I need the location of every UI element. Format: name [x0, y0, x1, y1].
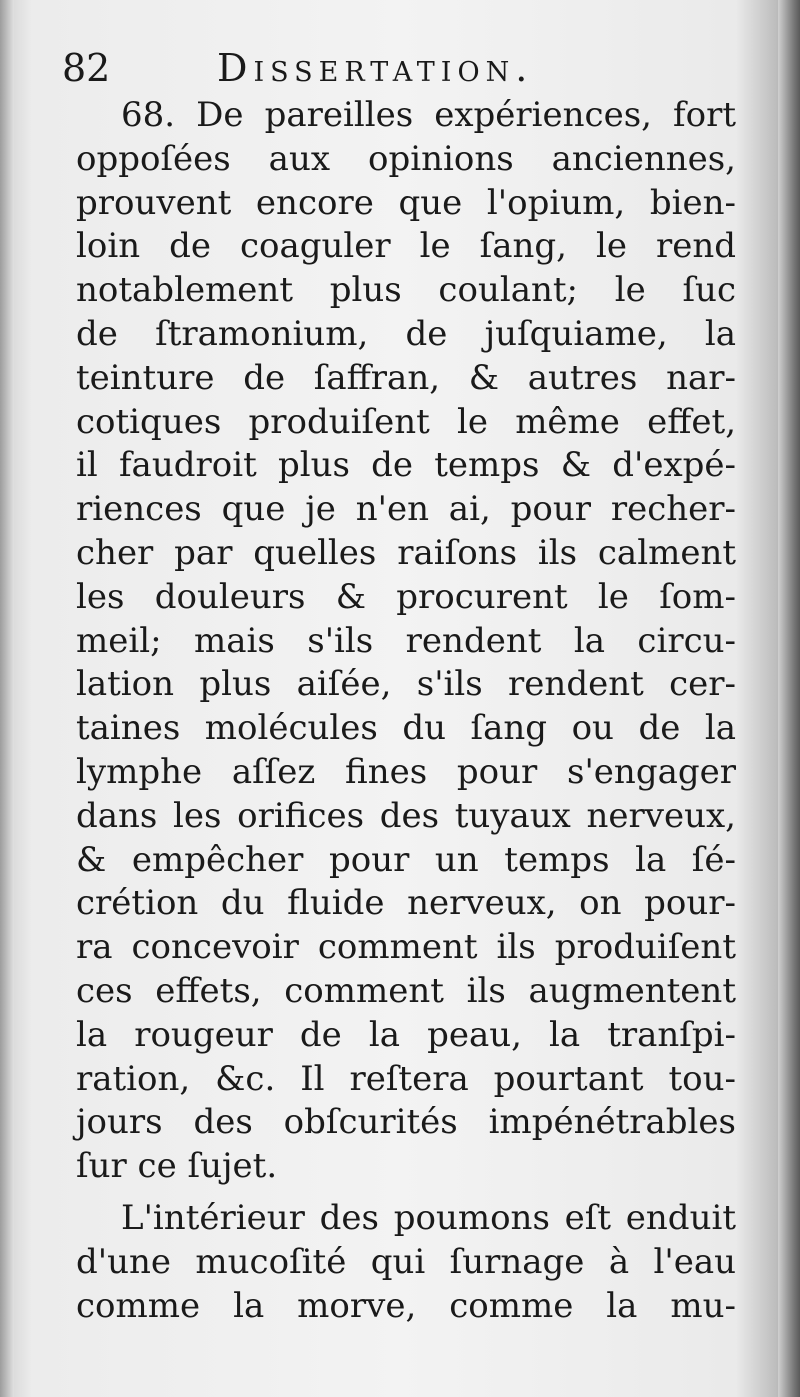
- text-line: L'intérieur des poumons eſt enduit: [121, 1197, 736, 1238]
- text-line: de ſtramonium, de juſquiame, la: [76, 313, 736, 354]
- text-line: & empêcher pour un temps la ſé-: [76, 839, 736, 880]
- text-line: jours des obſcurités impénétrables: [76, 1102, 736, 1143]
- text-line: ces effets, comment ils augmentent: [76, 970, 736, 1011]
- page-header: [62, 42, 742, 94]
- text-line: taines molécules du ſang ou de la: [76, 708, 736, 749]
- text-line: la rougeur de la peau, la tranſpi-: [76, 1014, 736, 1055]
- text-line: crétion du fluide nerveux, on pour-: [76, 883, 736, 924]
- text-line: comme la morve, comme la mu-: [76, 1285, 736, 1326]
- body-text: [76, 94, 736, 1328]
- text-line: notablement plus coulant; le ſuc: [76, 270, 736, 311]
- text-line: 68. De pareilles expériences, fort: [121, 95, 736, 135]
- text-line: les douleurs & procurent le ſom-: [76, 576, 736, 617]
- text-line: meil; mais s'ils rendent la circu-: [76, 620, 736, 661]
- text-line: d'une mucoſité qui ſurnage à l'eau: [76, 1241, 736, 1282]
- text-line: oppoſées aux opinions anciennes,: [76, 138, 736, 179]
- running-head: Dissertation.: [217, 46, 534, 90]
- page-edge-shadow: [778, 0, 800, 1397]
- page-number: 82: [62, 46, 111, 90]
- paragraph-gap: [76, 1189, 736, 1197]
- text-line: lation plus aiſée, s'ils rendent cer-: [76, 664, 736, 705]
- text-line: cher par quelles raiſons ils calment: [76, 532, 736, 573]
- text-line: dans les orifices des tuyaux nerveux,: [76, 795, 736, 836]
- text-line: loin de coaguler le ſang, le rend: [76, 226, 736, 267]
- text-line: il faudroit plus de temps & d'expé-: [76, 445, 736, 486]
- page-gutter-shadow: [0, 0, 14, 1397]
- text-line: teinture de ſaffran, & autres nar-: [76, 357, 736, 398]
- text-line: cotiques produiſent le même effet,: [76, 401, 736, 442]
- text-line: riences que je n'en ai, pour recher-: [76, 489, 736, 530]
- text-line: ſur ce ſujet.: [76, 1146, 278, 1187]
- text-line: prouvent encore que l'opium, bien-: [76, 182, 736, 223]
- text-line: ration, &c. Il reſtera pourtant tou-: [76, 1058, 736, 1099]
- text-line: lymphe aſſez fines pour s'engager: [76, 751, 736, 792]
- text-line: ra concevoir comment ils produiſent: [76, 927, 736, 968]
